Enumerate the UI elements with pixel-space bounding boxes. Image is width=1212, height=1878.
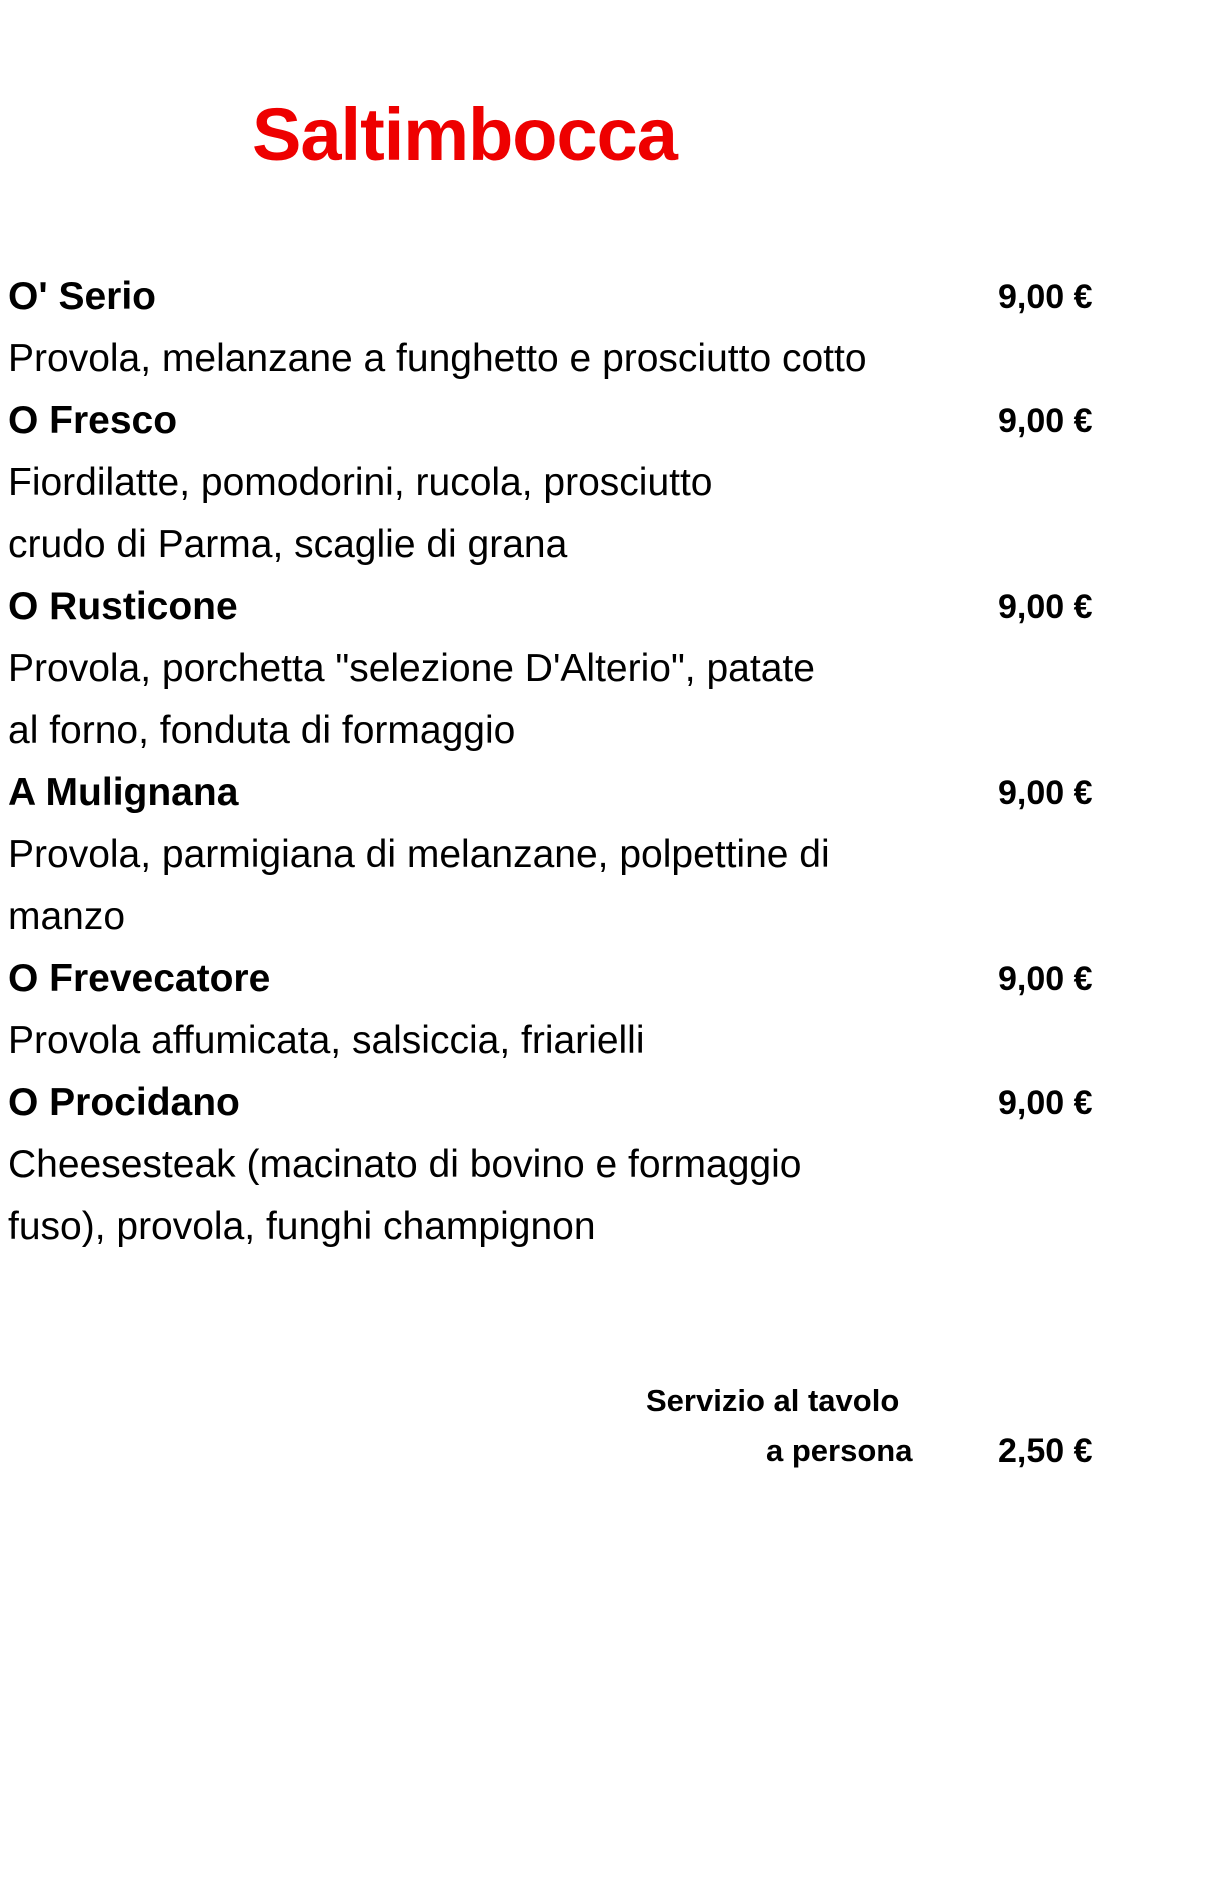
item-name: O Frevecatore <box>8 957 271 1000</box>
menu-item <box>8 576 1208 762</box>
service-charge-label-per-person: a persona <box>766 1433 913 1468</box>
item-price: 9,00 € <box>998 774 1093 812</box>
item-description-line: Provola, melanzane a funghetto e prosciutto cotto <box>8 337 867 380</box>
item-price: 9,00 € <box>998 588 1093 626</box>
item-price: 9,00 € <box>998 1084 1093 1122</box>
item-name: O Rusticone <box>8 585 238 628</box>
menu-item <box>8 390 1208 576</box>
item-price: 9,00 € <box>998 960 1093 998</box>
item-name: O' Serio <box>8 275 156 318</box>
item-name: A Mulignana <box>8 771 239 814</box>
item-description-line: crudo di Parma, scaglie di grana <box>8 523 568 566</box>
service-charge-price: 2,50 € <box>998 1432 1093 1470</box>
menu-item <box>8 1072 1208 1258</box>
menu-list <box>8 266 1208 1258</box>
item-description-line: Provola, parmigiana di melanzane, polpettine di <box>8 833 830 876</box>
item-description-line: al forno, fonduta di formaggio <box>8 709 516 752</box>
item-price: 9,00 € <box>998 278 1093 316</box>
menu-title: Saltimbocca <box>252 93 677 176</box>
item-description-line: manzo <box>8 895 126 938</box>
item-description-line: Fiordilatte, pomodorini, rucola, prosciutto <box>8 461 713 504</box>
item-description-line: Provola, porchetta "selezione D'Alterio", patate <box>8 647 815 690</box>
menu-item <box>8 948 1208 1072</box>
item-description-line: fuso), provola, funghi champignon <box>8 1205 596 1248</box>
menu-item <box>8 266 1208 390</box>
item-description-line: Provola affumicata, salsiccia, friarielli <box>8 1019 645 1062</box>
item-description-line: Cheesesteak (macinato di bovino e formaggio <box>8 1143 802 1186</box>
service-charge-label: Servizio al tavolo <box>646 1383 900 1418</box>
item-name: O Fresco <box>8 399 178 442</box>
item-price: 9,00 € <box>998 402 1093 440</box>
menu-item <box>8 762 1208 948</box>
item-name: O Procidano <box>8 1081 240 1124</box>
